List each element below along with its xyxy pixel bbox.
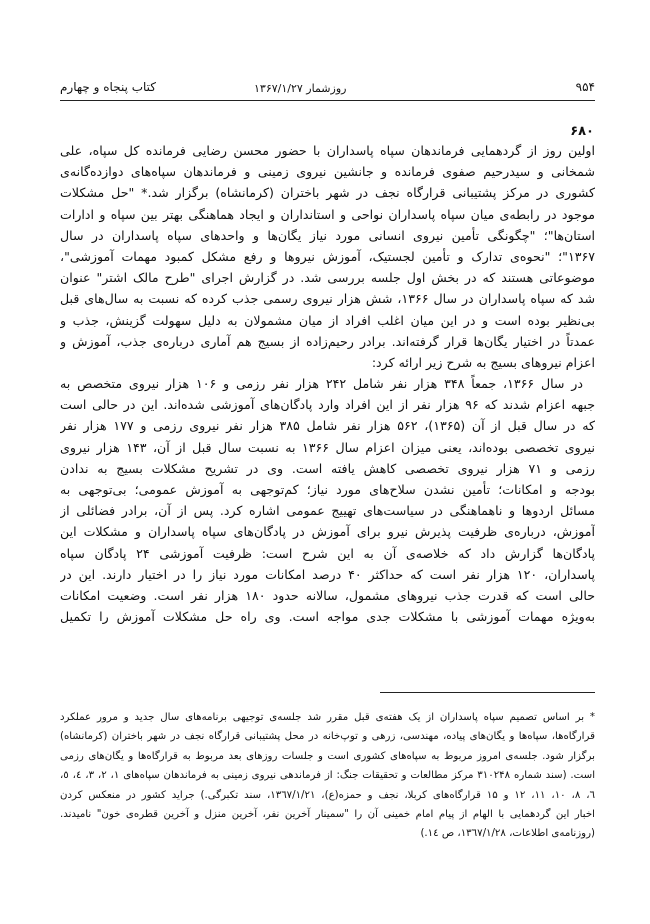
body-line: که در سال قبل از آن (۱۳۶۵)، ۵۶۲ هزار نفر شامل ۳۸۵ هزار نفر نیروی رزمی و ۱۷۷ هزار نفر [60, 418, 595, 434]
body-line: موجود در رابطه‌ی میان سپاه پاسداران نواحی و استانداران و ایجاد هماهنگی بهتر بین سپاه و ادارات [60, 206, 595, 222]
body-line: آموزش، درباره‌ی ظرفیت پذیرش نیرو برای آموزش در پادگان‌های سپاه پاسداران و مشکلات این [60, 524, 595, 540]
page-number: ۹۵۴ [575, 80, 595, 94]
footnote-line: اخبار این گردهمایی با الهام از پیام امام خمینی آن را "سمینار آخرین نفر، آخرین منزل و آخرین قطره‌ی خون" نامیدند. [60, 808, 595, 820]
body-line: پاسداران، ۱۲۰ هزار نفر است که حداکثر ۴۰ درصد امکانات مورد نیاز را در اختیار دارند. این در [60, 566, 595, 582]
entry-number: ۶۸۰ [570, 124, 594, 139]
footnote [60, 708, 595, 844]
body-line: در سال ۱۳۶۶، جمعاً ۳۴۸ هزار نفر شامل ۲۴۲ هزار نفر رزمی و ۱۰۶ هزار نیروی متخصص به [60, 376, 583, 392]
footnote-separator [380, 692, 595, 693]
footnote-line: (روزنامه‌ی اطلاعات، ۱۳٦۷/۱/۲۸، ص ١٤.) [420, 828, 595, 840]
body-line: شمخانی و سیدرحیم صفوی فرمانده و جانشین نیروی زمینی و فرماندهان سپاه‌های دوازده‌گانه‌ی [60, 164, 595, 180]
body-line: اعزام نیروهای بسیج به شرح زیر ارائه کرد: [371, 354, 595, 370]
body-line: بی‌نظیر بوده است و در این میان اغلب افراد از میان مشمولان به دلیل سهولت گزینش، جذب و [60, 312, 595, 328]
body-line: شد که سپاه پاسداران در سال ۱۳۶۶، شش هزار نیروی رسمی جذب کرده که نسبت به سال‌های قبل [60, 291, 595, 307]
body-line: رزمی و ۷۱ هزار نیروی تخصصی کاهش یافته است. وی در تشریح مشکلات بسیج به ندادن [60, 460, 595, 476]
chronicle-date: روزشمار ۱۳۶۷/۱/۲۷ [250, 82, 350, 95]
body-text [60, 140, 595, 627]
body-line: نیروی تخصصی بوده‌اند، یعنی میزان اعزام سال ۱۳۶۶ به نسبت سال قبل از آن، ۱۴۳ هزار نیروی [60, 439, 595, 455]
body-line: به‌ویژه مهمات آموزشی با مشکلات جدی مواجه است. وی راه حل مشکلات آموزش را تکمیل [60, 609, 595, 625]
body-line: جبهه اعزام شدند که ۹۶ هزار نفر از این افراد وارد پادگان‌های آموزشی شده‌اند. این در حالی است [60, 397, 595, 413]
body-line: استان‌ها"؛ "چگونگی تأمین نیروی انسانی مورد نیاز یگان‌ها و واحدهای سپاه پاسداران در سال [60, 227, 595, 243]
footnote-line: قرارگاه‌ها، سپاه‌ها و یگان‌های پیاده، مهندسی، زرهی و توپ‌خانه در محل پشتیبانی قرارگاه نجف در شهر باختران (کرمانشاه) [60, 731, 595, 743]
body-line: مسائل اردوها و ناهماهنگی در سیاست‌های تهییج عمومی اشاره کرد. پس از آن، برادر فضائلی از [60, 503, 595, 519]
body-line: پادگان‌ها گزارش داد که خلاصه‌ی آن به این شرح است: ظرفیت آموزشی ۲۴ پادگان سپاه [60, 545, 595, 561]
footnote-line: برگزار شود. جلسه‌ی امروز مربوط به سپاه‌های کشوری است و جلسات روزهای بعد مربوط به قرارگاه‌ها و یگان‌های رزمی [60, 750, 595, 762]
body-line: بودجه و امکانات؛ تأمین نشدن سلاح‌های مورد نیاز؛ کم‌توجهی به آموزش عمومی؛ بی‌توجهی به [60, 482, 595, 497]
body-line: موضوعاتی هستند که در بخش اول جلسه بررسی شد. در گزارش اجرای "طرح مالک اشتر" عنوان [60, 270, 595, 286]
footnote-line: ٦، ۸، ۱۰، ۱۱، ۱۲ و ۱۵ قرارگاه‌های کربلا، نجف و حمزه(ع)، ۱۳٦۷/۱/۲۱، سند تکبرگی.) جراید کشور در منعکس کردن [60, 789, 595, 801]
body-line: عمدتاً در اختیار یگان‌ها قرار گرفته‌اند. برادر رحیم‌زاده از بسیج هم آماری درباره‌ی جذب، آموزش و [60, 333, 595, 349]
book-title: کتاب پنجاه و چهارم [60, 80, 157, 94]
footnote-line: * بر اساس تصمیم سپاه پاسداران از یک هفته‌ی قبل مقرر شد جلسه‌ی توجیهی برنامه‌های سال جدید و مرور عملکرد [60, 712, 595, 723]
footnote-line: است. (سند شماره ۳۱۰۲۴۸ مرکز مطالعات و تحقیقات جنگ: از فرماندهی نیروی زمینی به فرماندهان سپاه‌های ۱، ۲، ۳، ٤، ٥، [60, 770, 595, 782]
body-line: کشوری در مرکز پشتیبانی قرارگاه نجف در شهر باختران (کرمانشاه) برگزار شد.* "حل مشکلات [60, 185, 595, 201]
body-line: حالی است که قدرت جذب نیروهای مشمول، سالانه حدود ۱۸۰ هزار نفر است. وضعیت امکانات [60, 587, 595, 603]
body-line: ۱۳۶۷"؛ "نحوه‌ی تدارک و تأمین لجستیک، آموزش نیروها و رفع مشکل کمبود مهمات آموزشی"، [60, 248, 595, 264]
body-line: اولین روز از گردهمایی فرماندهان سپاه پاسداران با حضور محسن رضایی فرمانده کل سپاه، علی [60, 143, 595, 158]
page-header [60, 78, 595, 101]
